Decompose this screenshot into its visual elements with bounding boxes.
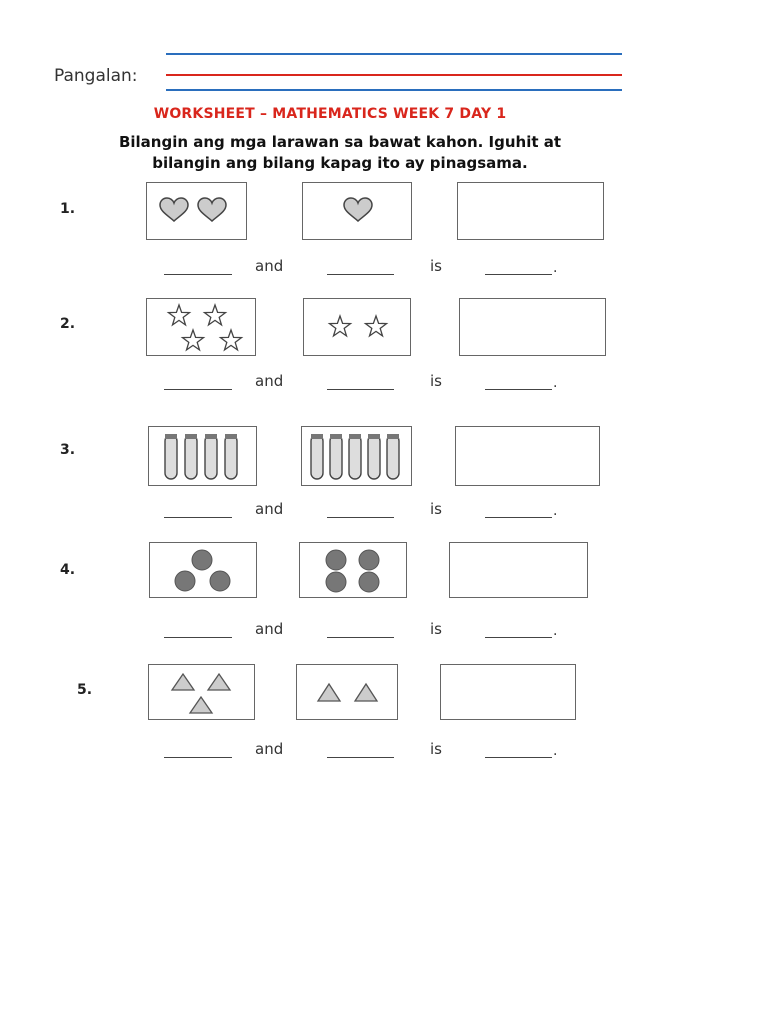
heart-icon: [198, 198, 226, 221]
problem-5-answer-box[interactable]: [440, 664, 576, 720]
problem-2-left-box: [146, 298, 256, 356]
triangle-icon: [318, 684, 340, 701]
problem-2-blank-2[interactable]: [327, 389, 394, 390]
instructions: [0, 132, 680, 174]
problem-1-period: .: [553, 260, 558, 276]
tube-icon: [330, 434, 342, 479]
star-icon: [330, 316, 351, 336]
problem-4-is: is: [430, 620, 442, 638]
problem-4-blank-1[interactable]: [164, 637, 232, 638]
problem-1-answer-box[interactable]: [457, 182, 604, 240]
triangle-icon: [208, 674, 230, 690]
problem-2-number: 2.: [60, 316, 76, 332]
problem-4-and: and: [255, 620, 284, 638]
instructions-line-1: Bilangin ang mga larawan sa bawat kahon. Iguhit at: [118, 133, 562, 151]
problem-5-blank-2[interactable]: [327, 757, 394, 758]
tube-icon: [368, 434, 380, 479]
problem-2-period: .: [553, 375, 558, 391]
circle-icon: [175, 571, 195, 591]
star-icon: [169, 305, 190, 325]
problem-5-period: .: [553, 743, 558, 759]
problem-4-period: .: [553, 623, 558, 639]
problem-5-left-box: [148, 664, 255, 720]
problem-2-and: and: [255, 372, 284, 390]
problem-5-and: and: [255, 740, 284, 758]
heart-icon: [344, 198, 372, 221]
problem-1-left-box: [146, 182, 247, 240]
problem-1-number: 1.: [60, 201, 76, 217]
problem-5-blank-1[interactable]: [164, 757, 232, 758]
problem-1-is: is: [430, 257, 442, 275]
heart-icon: [160, 198, 188, 221]
instructions-line-2: bilangin ang bilang kapag ito ay pinagsama.: [152, 154, 528, 172]
tube-icon: [225, 434, 237, 479]
problem-1-right-box: [302, 182, 412, 240]
problem-4-answer-box[interactable]: [449, 542, 588, 598]
problem-3-blank-2[interactable]: [327, 517, 394, 518]
problem-5-number: 5.: [77, 682, 93, 698]
problem-5-blank-3[interactable]: [485, 757, 552, 758]
triangle-icon: [172, 674, 194, 690]
problem-3-number: 3.: [60, 442, 76, 458]
problem-4-blank-3[interactable]: [485, 637, 552, 638]
problem-2-answer-box[interactable]: [459, 298, 606, 356]
circle-icon: [326, 572, 346, 592]
problem-5-is: is: [430, 740, 442, 758]
triangle-icon: [355, 684, 377, 701]
tube-icon: [387, 434, 399, 479]
problem-2-blank-1[interactable]: [164, 389, 232, 390]
problem-3-blank-3[interactable]: [485, 517, 552, 518]
tube-icon: [311, 434, 323, 479]
circle-icon: [210, 571, 230, 591]
star-icon: [366, 316, 387, 336]
problem-1-blank-3[interactable]: [485, 274, 552, 275]
problem-1-and: and: [255, 257, 284, 275]
problem-2-is: is: [430, 372, 442, 390]
name-label: Pangalan:: [54, 66, 138, 86]
problem-3-right-box: [301, 426, 412, 486]
circle-icon: [192, 550, 212, 570]
name-line-bottom-blue: [166, 89, 622, 91]
problem-3-is: is: [430, 500, 442, 518]
problem-2-right-box: [303, 298, 411, 356]
triangle-icon: [190, 697, 212, 713]
problem-5-right-box: [296, 664, 398, 720]
tube-icon: [185, 434, 197, 479]
circle-icon: [326, 550, 346, 570]
circle-icon: [359, 550, 379, 570]
problem-4-blank-2[interactable]: [327, 637, 394, 638]
problem-4-right-box: [299, 542, 407, 598]
problem-3-left-box: [148, 426, 257, 486]
tube-icon: [165, 434, 177, 479]
problem-3-blank-1[interactable]: [164, 517, 232, 518]
star-icon: [205, 305, 226, 325]
circle-icon: [359, 572, 379, 592]
problem-2-blank-3[interactable]: [485, 389, 552, 390]
name-line-red[interactable]: [166, 74, 622, 76]
star-icon: [221, 330, 242, 350]
tube-icon: [349, 434, 361, 479]
tube-icon: [205, 434, 217, 479]
problem-4-number: 4.: [60, 562, 76, 578]
problem-1-blank-2[interactable]: [327, 274, 394, 275]
problem-3-and: and: [255, 500, 284, 518]
problem-1-blank-1[interactable]: [164, 274, 232, 275]
name-line-top-blue: [166, 53, 622, 55]
problem-3-period: .: [553, 503, 558, 519]
problem-4-left-box: [149, 542, 257, 598]
worksheet-title: WORKSHEET – MATHEMATICS WEEK 7 DAY 1: [153, 106, 507, 122]
problem-3-answer-box[interactable]: [455, 426, 600, 486]
star-icon: [183, 330, 204, 350]
